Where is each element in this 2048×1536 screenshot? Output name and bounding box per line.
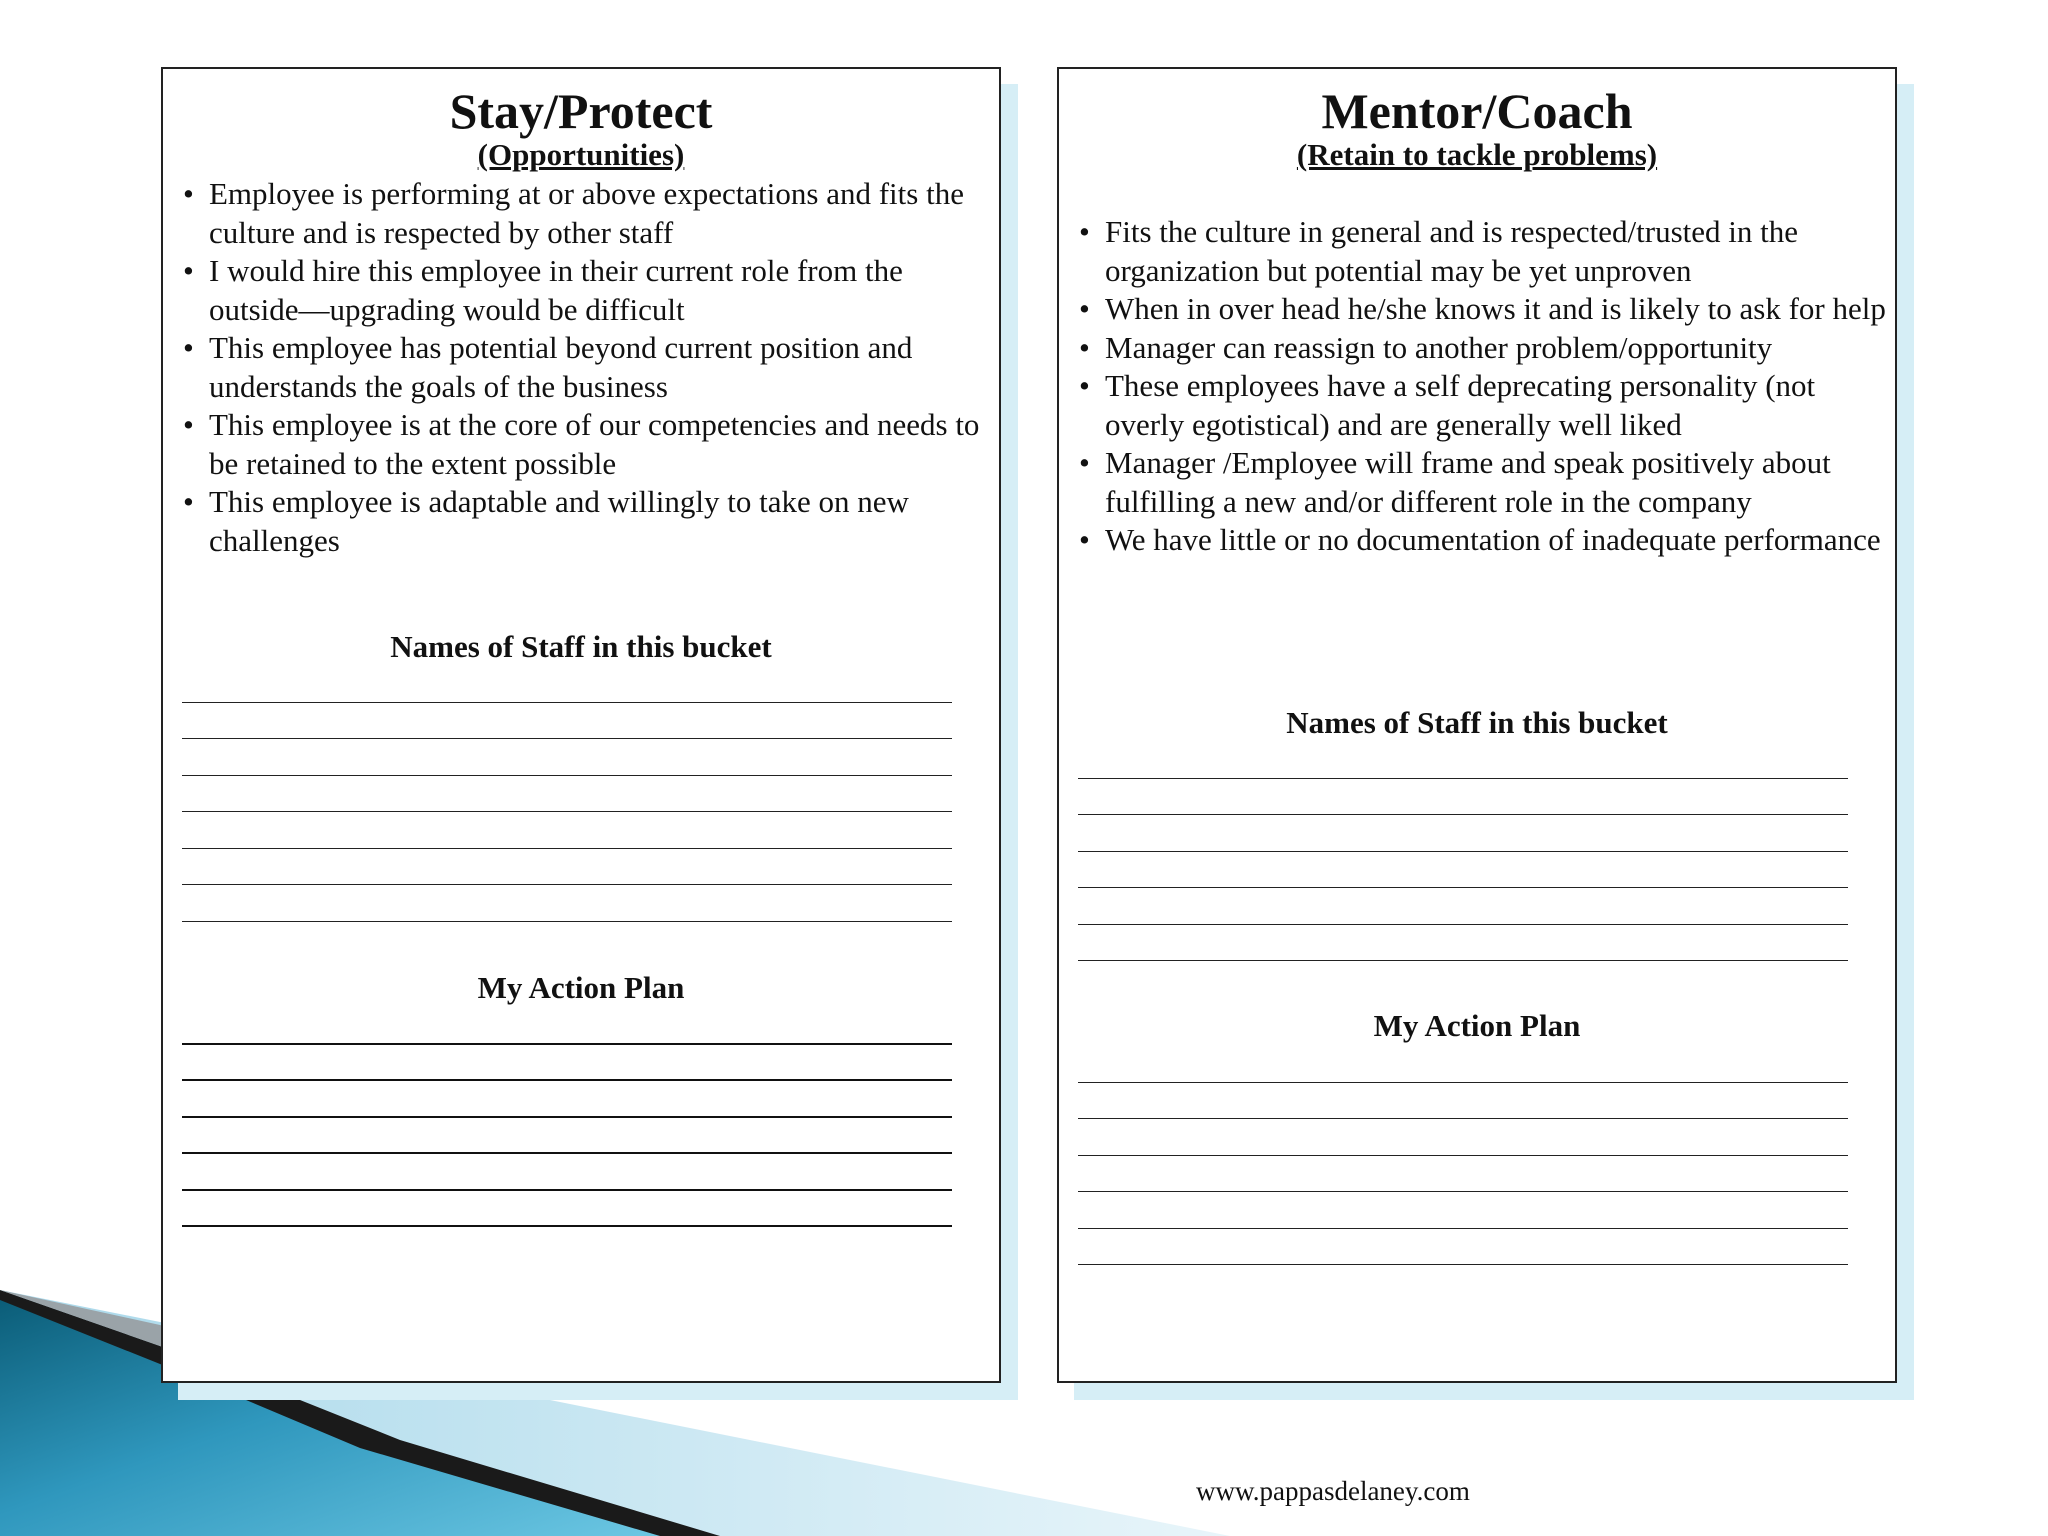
write-line[interactable] [182,1118,952,1155]
write-line[interactable] [182,739,952,776]
write-line[interactable] [1078,888,1848,925]
criteria-list [181,175,981,560]
list-item: • These employees have a self deprecating personality (not overly egotistical) and are generally well liked [1077,367,1887,444]
write-line[interactable] [1078,925,1848,962]
list-item: • Employee is performing at or above expectations and fits the culture and is respected by other staff [181,175,981,252]
list-item: • We have little or no documentation of inadequate performance [1077,521,1887,560]
write-line[interactable] [182,849,952,886]
write-line[interactable] [182,1191,952,1228]
write-line[interactable] [182,1045,952,1082]
action-plan-heading: My Action Plan [1373,1008,1581,1043]
action-plan-lines[interactable] [182,1008,952,1227]
write-line[interactable] [1078,1119,1848,1156]
action-plan-lines[interactable] [1078,1046,1848,1265]
footer-website[interactable]: www.pappasdelaney.com [1196,1476,1470,1506]
write-line[interactable] [1078,1046,1848,1083]
write-line[interactable] [1078,852,1848,889]
write-line[interactable] [1078,742,1848,779]
write-line[interactable] [182,703,952,740]
write-line[interactable] [1078,1229,1848,1266]
write-line[interactable] [182,812,952,849]
list-item: • This employee is at the core of our competencies and needs to be retained to the extent possible [181,406,981,483]
list-item: • This employee has potential beyond current position and understands the goals of the business [181,329,981,406]
write-line[interactable] [182,885,952,922]
write-line[interactable] [1078,1083,1848,1120]
write-line[interactable] [1078,1192,1848,1229]
write-line[interactable] [1078,779,1848,816]
staff-names-lines[interactable] [1078,742,1848,961]
mentor-coach-panel [1057,67,1897,1383]
write-line[interactable] [182,1081,952,1118]
list-item: • I would hire this employee in their current role from the outside—upgrading would be difficult [181,252,981,329]
criteria-list [1077,213,1887,560]
list-item: • This employee is adaptable and willingly to take on new challenges [181,483,981,560]
write-line[interactable] [182,666,952,703]
action-plan-heading: My Action Plan [477,970,685,1005]
panel-subtitle: (Opportunities) [477,137,685,172]
staff-names-lines[interactable] [182,666,952,922]
write-line[interactable] [1078,1156,1848,1193]
staff-names-heading: Names of Staff in this bucket [1286,705,1668,740]
list-item: • When in over head he/she knows it and is likely to ask for help [1077,290,1887,329]
staff-names-heading: Names of Staff in this bucket [390,629,772,664]
write-line[interactable] [182,1154,952,1191]
list-item: • Manager /Employee will frame and speak positively about fulfilling a new and/or different role in the company [1077,444,1887,521]
panel-title: Mentor/Coach [1321,83,1633,139]
panel-title: Stay/Protect [449,83,713,139]
write-line[interactable] [1078,815,1848,852]
list-item: • Fits the culture in general and is respected/trusted in the organization but potential may be yet unproven [1077,213,1887,290]
write-line[interactable] [182,776,952,813]
stay-protect-panel [161,67,1001,1383]
write-line[interactable] [182,1008,952,1045]
panel-subtitle: (Retain to tackle problems) [1296,137,1658,172]
list-item: • Manager can reassign to another problem/opportunity [1077,329,1887,368]
